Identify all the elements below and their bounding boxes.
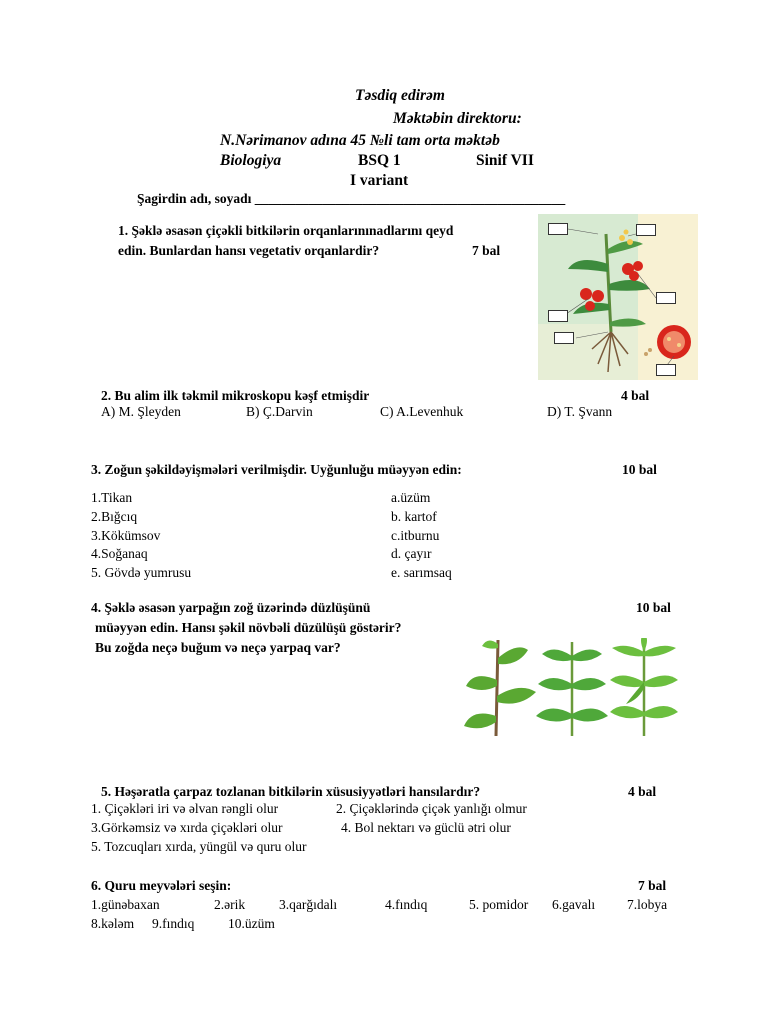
q2-question: 2. Bu alim ilk təkmil mikroskopu kəşf etmişdir: [101, 388, 370, 403]
approve-text: Təsdiq edirəm: [355, 87, 445, 104]
label-box-1[interactable]: [548, 223, 568, 235]
q6-option[interactable]: 5. pomidor: [469, 897, 529, 912]
q2-option-a[interactable]: A) M. Şleyden: [101, 404, 181, 419]
q6-option[interactable]: 1.günəbaxan: [91, 897, 160, 912]
q3-right-item: b. kartof: [391, 509, 437, 524]
subject-label: Biologiya: [220, 152, 282, 169]
shoot-whorled: [610, 638, 678, 736]
leaf-arrangement-figure: [462, 638, 682, 738]
q3-left-item: 1.Tikan: [91, 490, 133, 505]
plant-organs-figure: [538, 214, 698, 380]
q5-option-2[interactable]: 2. Çiçəklərində çiçək yanlığı olmur: [336, 801, 527, 816]
shoot-alternate: [464, 640, 536, 736]
label-box-4[interactable]: [548, 310, 568, 322]
q6-option[interactable]: 7.lobya: [627, 897, 668, 912]
q4-line3: Bu zoğda neçə buğum və neçə yarpaq var?: [95, 640, 341, 655]
q3-right-item: e. sarımsaq: [391, 565, 452, 580]
label-box-2[interactable]: [636, 224, 656, 236]
q5-option-1[interactable]: 1. Çiçəkləri iri və əlvan rəngli olur: [91, 801, 279, 816]
q3-points: 10 bal: [622, 462, 657, 477]
q4-line2: müəyyən edin. Hansı şəkil növbəli düzülüşü göstərir?: [95, 620, 402, 635]
q5-option-5[interactable]: 5. Tozcuqları xırda, yüngül və quru olur: [91, 839, 307, 854]
variant-label: I variant: [350, 172, 409, 189]
q6-question: 6. Quru meyvələri seşin:: [91, 878, 232, 893]
q6-option[interactable]: 10.üzüm: [228, 916, 275, 931]
label-box-3[interactable]: [656, 292, 676, 304]
director-text: Məktəbin direktoru:: [393, 110, 522, 127]
q5-option-4[interactable]: 4. Bol nektarı və güclü ətri olur: [341, 820, 511, 835]
q6-option[interactable]: 4.fındıq: [385, 897, 428, 912]
student-name-line: Şagirdin adı, soyadı ______________________________________________: [137, 191, 566, 206]
q6-points: 7 bal: [638, 878, 667, 893]
q3-left-item: 2.Bığcıq: [91, 509, 138, 524]
q4-line1: 4. Şəklə əsasən yarpağın zoğ üzərində düzlüşünü: [91, 600, 371, 615]
q3-right-item: a.üzüm: [391, 490, 431, 505]
q6-option[interactable]: 2.ərik: [214, 897, 246, 912]
test-label: BSQ 1: [358, 152, 401, 169]
q6-option[interactable]: 8.kələm: [91, 916, 135, 931]
q5-option-3[interactable]: 3.Görkəmsiz və xırda çiçəkləri olur: [91, 820, 283, 835]
q4-points: 10 bal: [636, 600, 671, 615]
q6-option[interactable]: 6.gavalı: [552, 897, 596, 912]
q1-points: 7 bal: [472, 243, 501, 258]
q5-points: 4 bal: [628, 784, 657, 799]
q6-option[interactable]: 3.qarğıdalı: [279, 897, 338, 912]
q5-question: 5. Həşəratla çarpaz tozlanan bitkilərin xüsusiyyətləri hansılardır?: [101, 784, 481, 799]
q2-option-b[interactable]: B) Ç.Darvin: [246, 404, 313, 419]
q3-left-item: 5. Gövdə yumrusu: [91, 565, 192, 580]
q3-right-item: c.itburnu: [391, 528, 440, 543]
q2-option-c[interactable]: C) A.Levenhuk: [380, 404, 464, 419]
q3-left-item: 3.Kökümsov: [91, 528, 161, 543]
q3-question: 3. Zoğun şəkildəyişmələri verilmişdir. Uyğunluğu müəyyən edin:: [91, 462, 462, 477]
label-box-6[interactable]: [656, 364, 676, 376]
q1-line1: 1. Şəklə əsasən çiçəkli bitkilərin orqanlarınınadlarını qeyd: [118, 223, 454, 238]
label-box-5[interactable]: [554, 332, 574, 344]
q6-option[interactable]: 9.fındıq: [152, 916, 195, 931]
q2-option-d[interactable]: D) T. Şvann: [547, 404, 613, 419]
q3-left-item: 4.Soğanaq: [91, 546, 148, 561]
shoot-opposite: [536, 642, 608, 736]
q1-line2: edin. Bunlardan hansı vegetativ orqanlardir?: [118, 243, 380, 258]
q3-right-item: d. çayır: [391, 546, 432, 561]
q2-points: 4 bal: [621, 388, 650, 403]
school-name: N.Nərimanov adına 45 №li tam orta məktəb: [220, 132, 500, 149]
grade-label: Sinif VII: [476, 152, 534, 169]
